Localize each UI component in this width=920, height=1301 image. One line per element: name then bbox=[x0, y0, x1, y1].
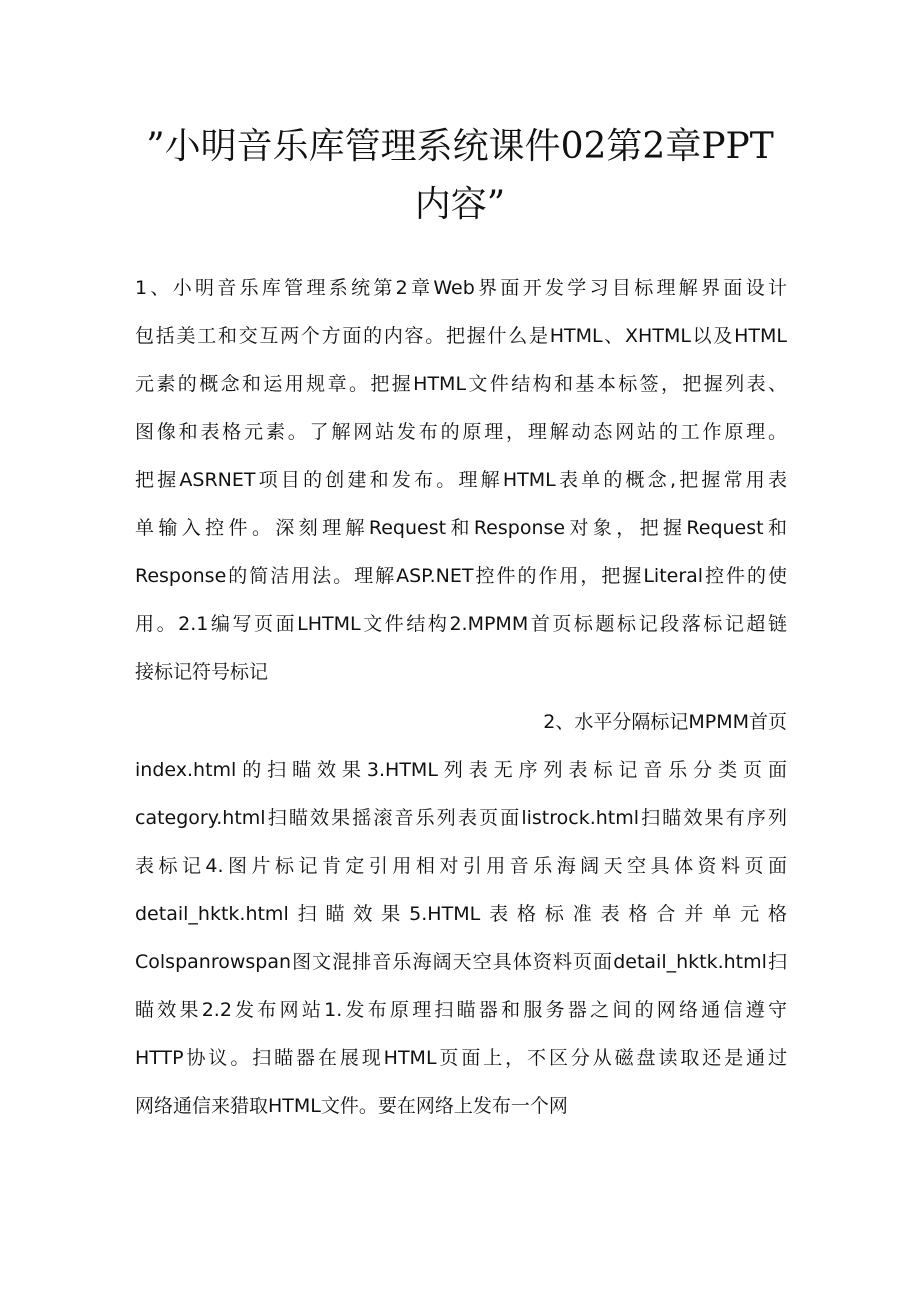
section-heading-line: 2、水平分隔标记MPMM首页 bbox=[543, 711, 787, 733]
body-line: detail_hktk.html扫瞄效果5.HTML表格标准表格合并单元格 bbox=[135, 903, 787, 925]
body-line: 接标记符号标记 bbox=[135, 661, 269, 683]
body-line: 网络通信来猎取HTML文件。要在网络上发布一个网 bbox=[135, 1095, 568, 1117]
body-line: Response的简洁用法。理解ASP.NET控件的作用，把握Literal控件的使 bbox=[135, 565, 787, 587]
body-line: 1、小明音乐库管理系统第2章Web界面开发学习目标理解界面设计 bbox=[135, 277, 787, 299]
document-title-line-1: ”小明音乐库管理系统课件02第2章PPT bbox=[146, 126, 774, 167]
body-line: Colspanrowspan图文混排音乐海阔天空具体资料页面detail_hktk.html扫 bbox=[135, 951, 787, 973]
document-title bbox=[120, 118, 800, 234]
body-line: 元素的概念和运用规章。把握HTML文件结构和基本标签，把握列表、 bbox=[135, 373, 787, 395]
body-line: category.html扫瞄效果摇滚音乐列表页面listrock.html扫瞄效果有序列 bbox=[135, 807, 787, 829]
body-line: HTTP协议。扫瞄器在展现HTML页面上，不区分从磁盘读取还是通过 bbox=[135, 1047, 787, 1069]
body-line: 单输入控件。深刻理解Request和Response对象，把握Request和 bbox=[135, 517, 787, 539]
body-line: index.html的扫瞄效果3.HTML列表无序列表标记音乐分类页面 bbox=[135, 759, 787, 781]
body-line: 用。2.1编写页面LHTML文件结构2.MPMM首页标题标记段落标记超链 bbox=[135, 613, 787, 635]
body-line: 包括美工和交互两个方面的内容。把握什么是HTML、XHTML以及HTML bbox=[135, 325, 787, 347]
body-line: 表标记4.图片标记肯定引用相对引用音乐海阔天空具体资料页面 bbox=[135, 855, 787, 877]
body-line: 把握ASRNET项目的创建和发布。理解HTML表单的概念,把握常用表 bbox=[135, 469, 787, 491]
body-line: 图像和表格元素。了解网站发布的原理，理解动态网站的工作原理。 bbox=[135, 421, 787, 443]
body-line: 瞄效果2.2发布网站1.发布原理扫瞄器和服务器之间的网络通信遵守 bbox=[135, 999, 787, 1021]
document-title-line-2: 内容” bbox=[414, 184, 506, 225]
